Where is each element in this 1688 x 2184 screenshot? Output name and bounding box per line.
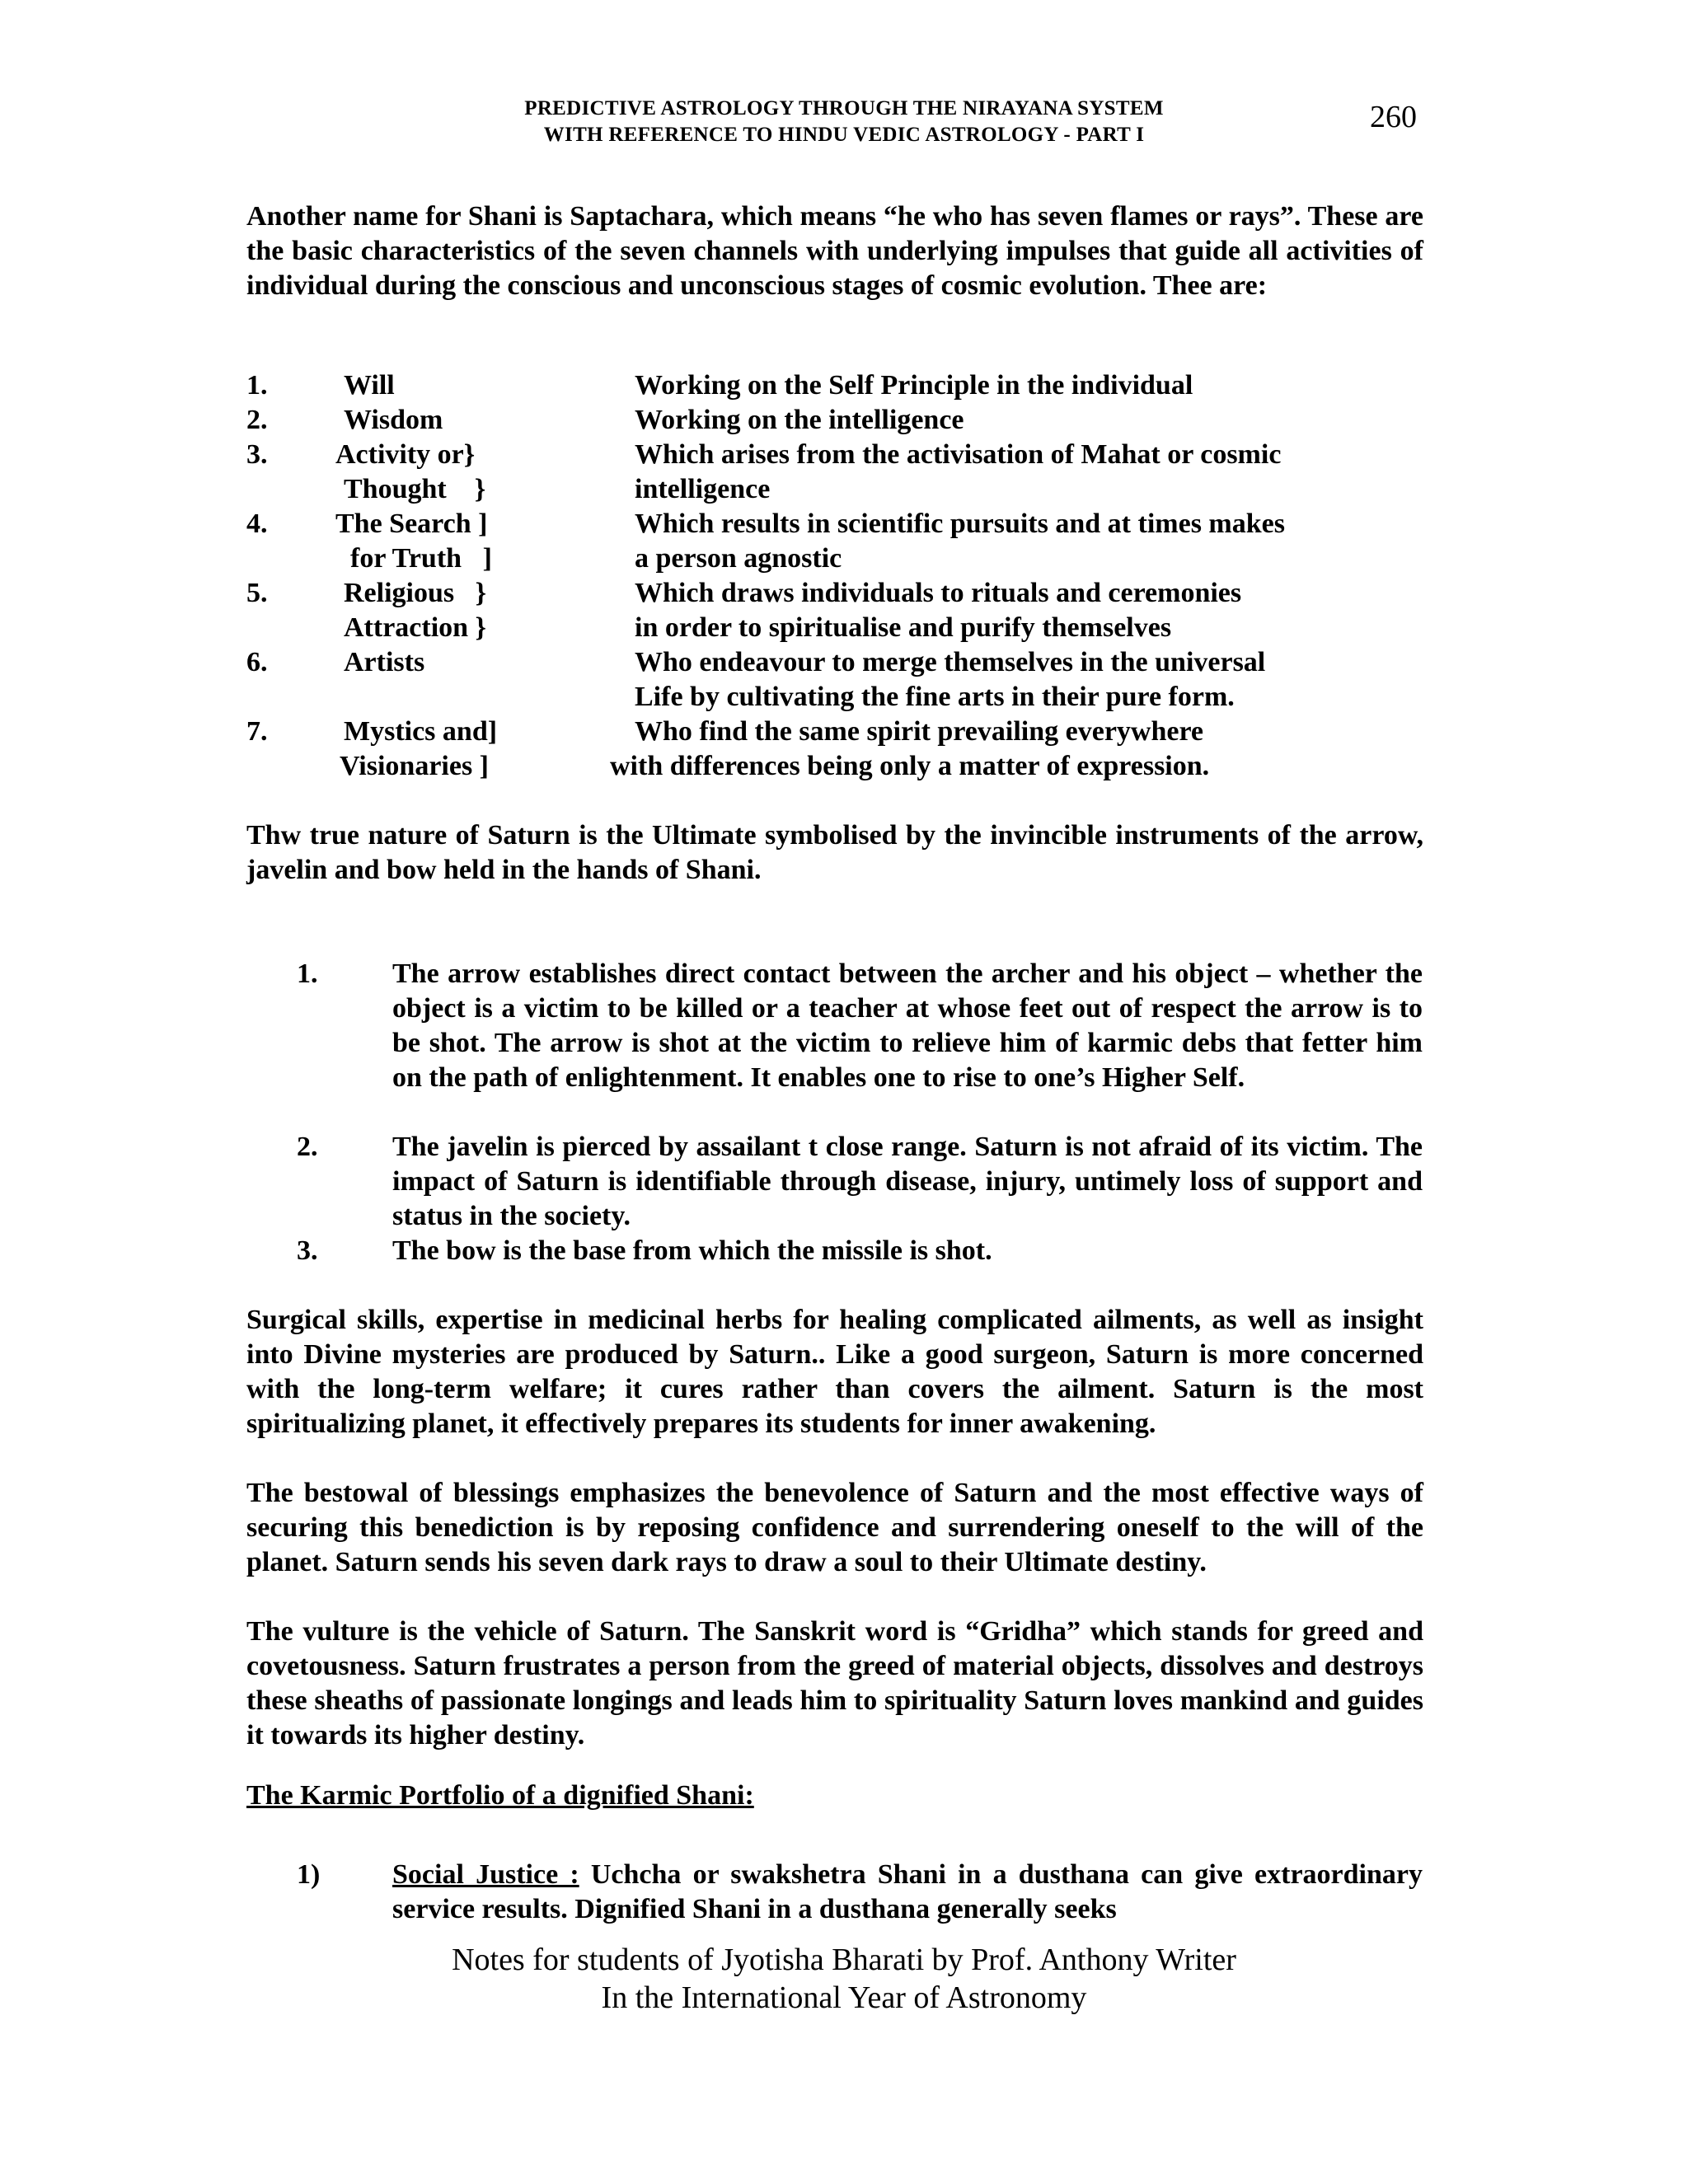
channel-name: Religious }	[344, 578, 487, 608]
channel-name: for Truth ]	[350, 543, 492, 574]
channel-row	[246, 611, 1433, 645]
item-text	[392, 1858, 1423, 1927]
surgical-paragraph: Surgical skills, expertise in medicinal herbs for healing complicated ailments, as well as insight into Divine mysteries are produced by Saturn.. Like a good surgeon, Saturn is more concerned with the long-term welfare; it cures rather than covers the ailment. Saturn is the most spiritualizing planet, it effectively prepares its students for inner awakening.	[246, 1305, 1423, 1439]
channel-row	[246, 472, 1433, 507]
channel-description: with differences being only a matter of expression.	[610, 751, 1210, 781]
channel-description: Which draws individuals to rituals and ceremonies	[635, 578, 1242, 608]
channel-number: 7.	[246, 716, 268, 747]
channel-row	[246, 403, 1433, 438]
channel-number: 4.	[246, 509, 268, 539]
nature-paragraph: Thw true nature of Saturn is the Ultimate symbolised by the invincible instruments of the arrow, javelin and bow held in the hands of Shani.	[246, 820, 1423, 885]
item-text: The bow is the base from which the missile is shot.	[392, 1235, 992, 1266]
footer-line-1: Notes for students of Jyotisha Bharati by Prof. Anthony Writer	[452, 1943, 1236, 1977]
channel-row	[246, 541, 1433, 576]
channel-name: Artists	[344, 647, 425, 677]
channel-number: 6.	[246, 647, 268, 677]
channel-row	[246, 438, 1433, 472]
channel-description: in order to spiritualise and purify themselves	[635, 612, 1172, 643]
header-title-line-2: WITH REFERENCE TO HINDU VEDIC ASTROLOGY - PART I	[543, 124, 1145, 146]
channel-row	[246, 749, 1433, 784]
channel-name: The Search ]	[335, 509, 488, 539]
channel-description: Who endeavour to merge themselves in the universal	[635, 647, 1266, 677]
intro-paragraph: Another name for Shani is Saptachara, which means “he who has seven flames or rays”. These are the basic characteristics of the seven channels with underlying impulses that guide all activities of individual during the conscious and unconscious stages of cosmic evolution. Thee are:	[246, 201, 1423, 301]
channel-name: Attraction }	[344, 612, 486, 643]
portfolio-heading: The Karmic Portfolio of a dignified Shani:	[246, 1780, 754, 1811]
channel-number: 2.	[246, 405, 268, 435]
item-number: 2.	[297, 1132, 318, 1162]
channel-row	[246, 576, 1433, 611]
channel-number: 3.	[246, 439, 268, 470]
channel-description: a person agnostic	[635, 543, 842, 574]
item-number: 3.	[297, 1235, 318, 1266]
channel-number: 1.	[246, 370, 268, 401]
header-title-line-1: PREDICTIVE ASTROLOGY THROUGH THE NIRAYANA SYSTEM	[524, 97, 1164, 120]
channel-row	[246, 507, 1433, 541]
channel-description: Who find the same spirit prevailing everywhere	[635, 716, 1204, 747]
channel-description: intelligence	[635, 474, 771, 504]
item-text: The javelin is pierced by assailant t close range. Saturn is not afraid of its victim. The impact of Saturn is identifiable through disease, injury, untimely loss of support and status in the society.	[392, 1132, 1423, 1231]
channel-description: Working on the Self Principle in the individual	[635, 370, 1193, 401]
channel-name: Wisdom	[344, 405, 443, 435]
channel-description: Working on the intelligence	[635, 405, 964, 435]
channel-number: 5.	[246, 578, 268, 608]
item-title: Social Justice :	[392, 1859, 579, 1890]
channel-row	[246, 645, 1433, 680]
channel-row	[246, 715, 1433, 749]
blessings-paragraph: The bestowal of blessings emphasizes the benevolence of Saturn and the most effective ways of securing this benediction is by reposing confidence and surrendering oneself to the will of the planet. Saturn sends his seven dark rays to draw a soul to their Ultimate destiny.	[246, 1478, 1423, 1577]
channel-name: Mystics and]	[344, 716, 498, 747]
channel-name: Visionaries ]	[340, 751, 490, 781]
item-number: 1)	[297, 1859, 321, 1890]
channel-name: Will	[344, 370, 395, 401]
channel-name: Activity or}	[335, 439, 476, 470]
channel-description: Which arises from the activisation of Mahat or cosmic	[635, 439, 1282, 470]
channel-row	[246, 368, 1433, 403]
channel-description: Which results in scientific pursuits and at times makes	[635, 509, 1285, 539]
channel-name: Thought }	[344, 474, 486, 504]
vulture-paragraph: The vulture is the vehicle of Saturn. The Sanskrit word is “Gridha” which stands for greed and covetousness. Saturn frustrates a person from the greed of material objects, dissolves and destroys these sheaths of passionate longings and leads him to spirituality Saturn loves mankind and guides it towards its higher destiny.	[246, 1616, 1423, 1750]
item-text: The arrow establishes direct contact between the archer and his object – whether the object is a victim to be killed or a teacher at whose feet out of respect the arrow is to be shot. The arrow is shot at the victim to relieve him of karmic debs that fetter him on the path of enlightenment. It enables one to rise to one’s Higher Self.	[392, 958, 1423, 1093]
item-number: 1.	[297, 958, 318, 989]
item-body: Uchcha or swakshetra Shani in a dusthana can give extraordinary service results. Dignified Shani in a dusthana generally seeks	[392, 1859, 1423, 1924]
channel-description: Life by cultivating the fine arts in their pure form.	[635, 682, 1235, 712]
page-number: 260	[1370, 100, 1417, 134]
footer-line-2: In the International Year of Astronomy	[601, 1980, 1087, 2015]
channel-row	[246, 680, 1433, 715]
